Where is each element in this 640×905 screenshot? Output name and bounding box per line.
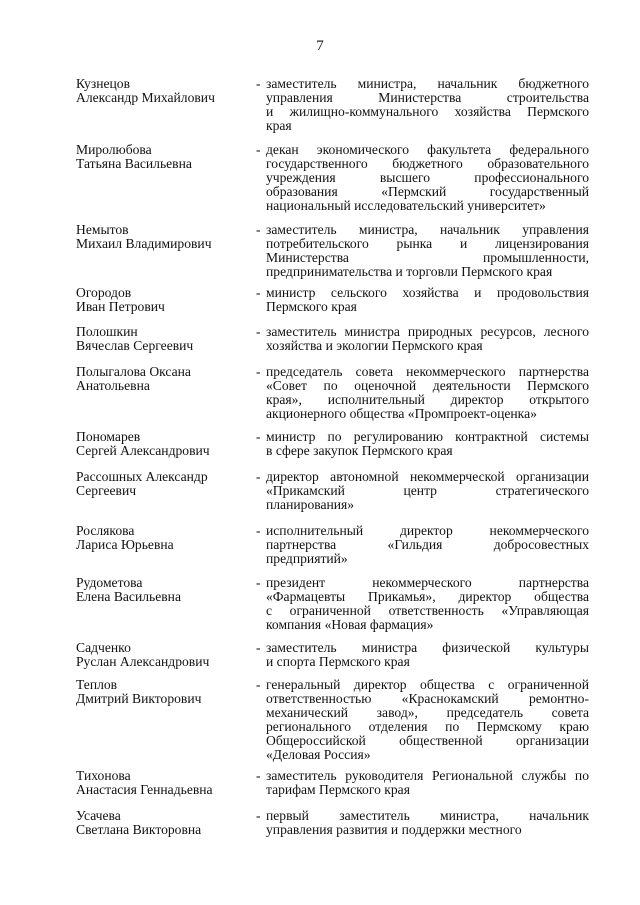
member-position [266,470,589,512]
dash-separator: - [256,523,261,538]
member-position-line: Пермского края [266,299,357,314]
dash-separator: - [256,364,261,379]
member-position-line: регионального отделения по Пермскому краю [266,719,589,734]
member-position-line: национальный исследовательский университет» [266,198,546,213]
member-position-line: председатель совета некоммерческого партнерства [266,364,589,379]
dash-separator: - [256,142,261,157]
member-name-line: Анастасия Геннадьевна [76,782,213,797]
member-name-line: Огородов [76,285,132,300]
member-position-line: министр сельского хозяйства и продовольствия [266,285,589,300]
member-position [266,223,589,279]
member-name-line: Дмитрий Викторович [76,691,202,706]
member-name [76,641,256,669]
member-position-line: образования «Пермский государственный [266,184,589,199]
member-position-line: «Фармацевты Прикамья», директор общества [266,589,589,604]
member-name-line: Сергеевич [76,483,137,498]
member-position-line: «Совет по оценочной деятельности Пермского [266,378,589,393]
dash-separator: - [256,324,261,339]
member-name [76,325,256,353]
member-position-line: тарифам Пермского края [266,782,410,797]
member-name [76,678,256,706]
member-name [76,430,256,458]
member-name [76,769,256,797]
member-position-line: учреждения высшего профессионального [266,170,589,185]
member-name-line: Теплов [76,677,118,692]
member-position [266,77,589,133]
member-name-line: Светлана Викторовна [76,822,202,837]
member-position-line: «Деловая Россия» [266,747,371,762]
member-position-line: акционерного общества «Промпроект-оценка» [266,406,537,421]
member-position-line: потребительского рынка и лицензирования [266,236,589,251]
dash-separator: - [256,469,261,484]
member-name-line: Лариса Юрьевна [76,537,174,552]
member-name-line: Рослякова [76,523,135,538]
member-position-line: предпринимательства и торговли Пермского края [266,264,553,279]
member-name [76,223,256,251]
member-position-line: и спорта Пермского края [266,654,410,669]
member-position [266,365,589,421]
member-position-line: края», исполнительный директор открытого [266,392,589,407]
member-position-line: заместитель министра, начальник бюджетного [266,76,589,91]
member-position-line: механический завод», председатель совета [266,705,589,720]
member-name-line: Полошкин [76,324,138,339]
dash-separator: - [256,677,261,692]
member-position-line: исполнительный директор некоммерческого [266,523,589,538]
member-position-line: заместитель министра физической культуры [266,640,589,655]
member-name-line: Миролюбова [76,142,152,157]
member-position-line: заместитель министра природных ресурсов, лесного [266,324,589,339]
member-name [76,143,256,171]
member-position-line: Общероссийской общественной организации [266,733,589,748]
member-position [266,809,589,837]
member-position-line: управления развития и поддержки местного [266,822,522,837]
member-position-line: директор автономной некоммерческой организации [266,469,589,484]
dash-separator: - [256,808,261,823]
member-name-line: Пономарев [76,429,141,444]
dash-separator: - [256,768,261,783]
member-name [76,77,256,105]
member-position [266,769,589,797]
member-name-line: Тихонова [76,768,131,783]
member-position-line: ответственностью «Краснокамский ремонтно- [266,691,589,706]
member-position [266,524,589,566]
member-name [76,470,256,498]
member-name-line: Анатольевна [76,378,150,393]
member-position [266,641,589,669]
member-position-line: компания «Новая фармация» [266,617,434,632]
member-position-line: «Прикамский центр стратегического [266,483,589,498]
member-position-line: заместитель руководителя Региональной службы по [266,768,589,783]
dash-separator: - [256,285,261,300]
member-position-line: Министерства промышленности, [266,250,589,265]
member-position-line: хозяйства и экологии Пермского края [266,338,483,353]
member-position-line: первый заместитель министра, начальник [266,808,589,823]
dash-separator: - [256,76,261,91]
member-name [76,286,256,314]
member-name [76,524,256,552]
member-position-line: управления Министерства строительства [266,90,589,105]
dash-separator: - [256,429,261,444]
member-position [266,325,589,353]
member-name-line: Сергей Александрович [76,443,210,458]
member-position [266,678,589,762]
member-name-line: Михаил Владимирович [76,236,212,251]
member-position-line: декан экономического факультета федерального [266,142,589,157]
dash-separator: - [256,222,261,237]
member-position [266,576,589,632]
member-name [76,809,256,837]
member-position-line: партнерства «Гильдия добросовестных [266,537,589,552]
member-position-line: в сфере закупок Пермского края [266,443,453,458]
member-name-line: Кузнецов [76,76,131,91]
member-name-line: Садченко [76,640,131,655]
member-name-line: Усачева [76,808,121,823]
member-name-line: Немытов [76,222,129,237]
member-name-line: Татьяна Васильевна [76,156,192,171]
member-position-line: генеральный директор общества с ограниченной [266,677,589,692]
member-position-line: и жилищно-коммунального хозяйства Пермского [266,104,589,119]
member-position-line: заместитель министра, начальник управления [266,222,589,237]
member-name [76,365,256,393]
member-position-line: края [266,118,292,133]
page-number: 7 [316,38,324,54]
member-position [266,143,589,213]
member-name-line: Руслан Александрович [76,654,210,669]
member-name-line: Полыгалова Оксана [76,364,191,379]
member-position-line: государственного бюджетного образовательного [266,156,589,171]
member-name-line: Вячеслав Сергеевич [76,338,194,353]
member-position-line: с ограниченной ответственность «Управляющая [266,603,589,618]
member-name-line: Иван Петрович [76,299,165,314]
member-name-line: Елена Васильевна [76,589,181,604]
member-name-line: Александр Михайлович [76,90,215,105]
member-position [266,430,589,458]
member-name-line: Рудометова [76,575,143,590]
member-position-line: предприятий» [266,551,348,566]
member-position [266,286,589,314]
member-name-line: Рассошных Александр [76,469,208,484]
dash-separator: - [256,640,261,655]
member-name [76,576,256,604]
member-position-line: президент некоммерческого партнерства [266,575,589,590]
dash-separator: - [256,575,261,590]
member-position-line: министр по регулированию контрактной системы [266,429,589,444]
member-position-line: планирования» [266,497,355,512]
